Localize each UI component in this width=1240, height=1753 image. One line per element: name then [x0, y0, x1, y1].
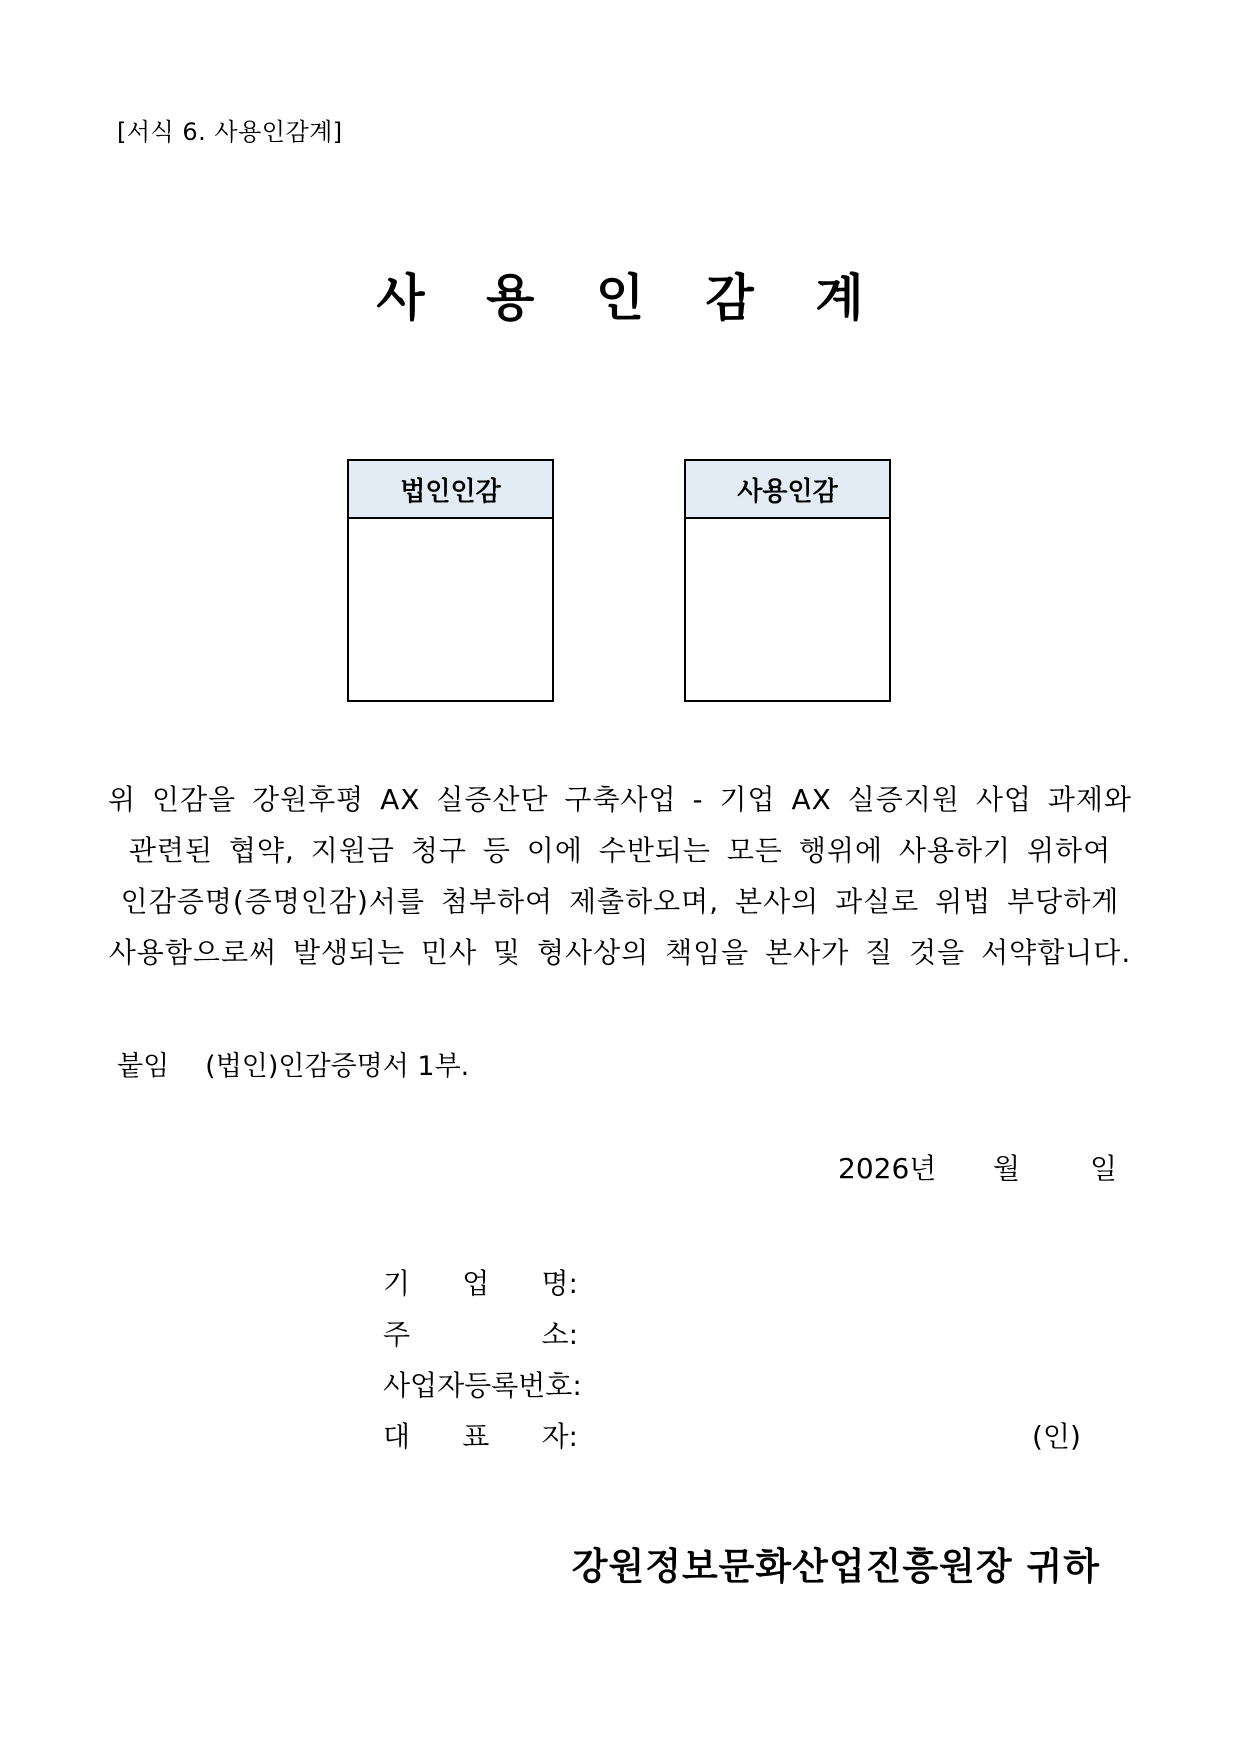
body-line-2: 관련된 협약, 지원금 청구 등 이에 수반되는 모든 행위에 사용하기 위하여	[128, 834, 1112, 867]
attachment-text: (법인)인감증명서 1부.	[205, 1051, 470, 1082]
corporate-seal-header: 법인인감	[349, 461, 552, 519]
body-line-1: 위 인감을 강원후평 AX 실증산단 구축사업 - 기업 AX 실증지원 사업 과제와	[108, 783, 1132, 816]
recipient: 강원정보문화산업진흥원장 귀하	[571, 1545, 1100, 1588]
form-label: [서식 6. 사용인감계]	[117, 118, 343, 146]
usage-seal-header: 사용인감	[686, 461, 889, 519]
company-name-label: 기 업 명:	[383, 1267, 578, 1300]
business-reg-no-label: 사업자등록번호:	[383, 1369, 582, 1402]
document-title: 사 용 인 감 계	[376, 269, 886, 327]
date-day: 일	[1090, 1152, 1118, 1185]
date-year: 2026년	[838, 1152, 937, 1185]
representative-label: 대 표 자:	[383, 1420, 578, 1453]
corporate-seal-box	[347, 459, 554, 702]
date-month: 월	[993, 1152, 1021, 1185]
seal-mark: (인)	[1032, 1420, 1081, 1453]
body-line-3: 인감증명(증명인감)서를 첨부하여 제출하오며, 본사의 과실로 위법 부당하게	[120, 885, 1120, 918]
address-label: 주 소:	[383, 1318, 578, 1351]
usage-seal-area	[686, 519, 889, 702]
attachment-label: 붙임	[117, 1051, 170, 1082]
usage-seal-box	[684, 459, 891, 702]
attachment-line	[117, 1044, 469, 1083]
body-line-4: 사용함으로써 발생되는 민사 및 형사상의 책임을 본사가 질 것을 서약합니다.	[108, 936, 1132, 969]
corporate-seal-area	[349, 519, 552, 702]
